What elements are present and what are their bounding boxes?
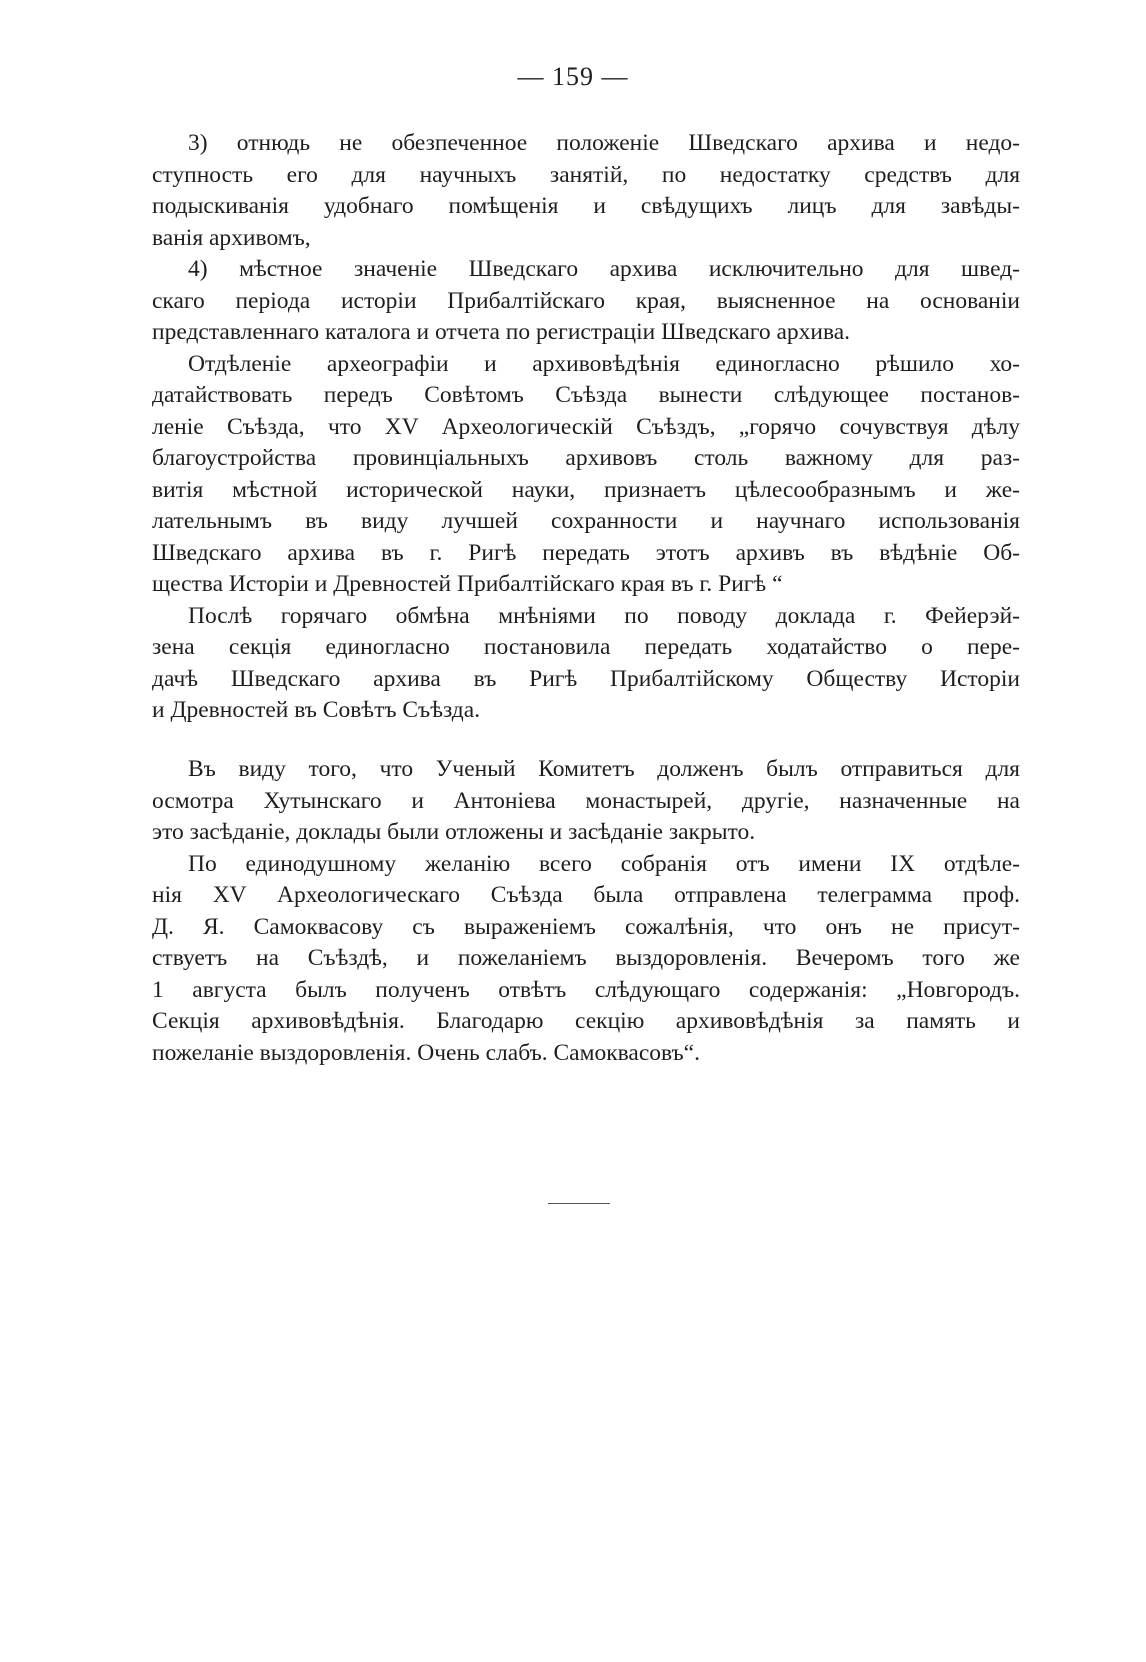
- text-line: ствуетъ на Съѣздѣ, и пожеланіемъ выздоровленія. Вечеромъ того же: [152, 945, 1020, 971]
- main-text-section-1: [152, 128, 1020, 727]
- text-line: лательнымъ въ виду лучшей сохранности и научнаго использованія: [152, 508, 1020, 534]
- text-line: дачѣ Шведскаго архива въ Ригѣ Прибалтійскому Обществу Исторіи: [152, 665, 1020, 692]
- text-line: и Древностей въ Совѣтъ Съѣзда.: [152, 697, 481, 723]
- text-line: Отдѣленіе археографіи и архивовѣдѣнія единогласно рѣшило хо-: [188, 350, 1020, 377]
- text-line: По единодушному желанію всего собранія отъ имени IX отдѣле-: [188, 850, 1020, 877]
- text-line: витія мѣстной исторической науки, признаетъ цѣлесообразнымъ и же-: [152, 476, 1020, 503]
- end-of-section-rule: [548, 1203, 610, 1204]
- page-number: — 159 —: [517, 62, 629, 91]
- text-line: представленнаго каталога и отчета по регистраціи Шведскаго архива.: [152, 319, 851, 345]
- text-line: леніе Съѣзда, что XV Археологическій Съѣздъ, „горячо сочувствуя дѣлу: [152, 413, 1020, 440]
- text-line: Въ виду того, что Ученый Комитетъ долженъ былъ отправиться для: [188, 756, 1020, 782]
- text-line: Секція архивовѣдѣнія. Благодарю секцію архивовѣдѣнія за память и: [152, 1008, 1020, 1034]
- text-line: благоустройства провинціальныхъ архивовъ столь важному для раз-: [152, 445, 1020, 471]
- text-line: 4) мѣстное значеніе Шведскаго архива исключительно для швед-: [188, 256, 1020, 282]
- text-line: зена секція единогласно постановила передать ходатайство о пере-: [152, 634, 1020, 660]
- text-line: это засѣданіе, доклады были отложены и засѣданіе закрыто.: [152, 819, 756, 845]
- text-line: Д. Я. Самоквасову съ выраженіемъ сожалѣнія, что онъ не присут-: [152, 913, 1020, 940]
- text-line: датайствовать передъ Совѣтомъ Съѣзда вынести слѣдующее постанов-: [152, 382, 1020, 408]
- text-line: пожеланіе выздоровленія. Очень слабъ. Самоквасовъ“.: [152, 1039, 700, 1066]
- text-line: нія XV Археологическаго Съѣзда была отправлена телеграмма проф.: [152, 882, 1020, 908]
- text-line: 1 августа былъ полученъ отвѣтъ слѣдующаго содержанія: „Новгородъ.: [152, 976, 1020, 1003]
- text-line: Послѣ горячаго обмѣна мнѣніями по поводу доклада г. Фейерэй-: [188, 602, 1020, 629]
- text-line: Шведскаго архива въ г. Ригѣ передать этотъ архивъ въ вѣдѣніе Об-: [152, 539, 1020, 566]
- text-line: 3) отнюдь не обезпеченное положеніе Шведскаго архива и недо-: [188, 130, 1020, 156]
- text-line: осмотра Хутынскаго и Антоніева монастырей, другіе, назначенные на: [152, 787, 1020, 814]
- text-line: ванія архивомъ,: [152, 224, 311, 251]
- text-line: скаго періода исторіи Прибалтійскаго края, выясненное на основаніи: [152, 287, 1020, 314]
- text-line: подыскиванія удобнаго помѣщенія и свѣдущихъ лицъ для завѣды-: [152, 193, 1020, 219]
- main-text-section-2: [152, 754, 1020, 1069]
- text-line: ступность его для научныхъ занятій, по недостатку средствъ для: [152, 161, 1020, 188]
- text-line: щества Исторіи и Древностей Прибалтійскаго края въ г. Ригѣ “: [152, 571, 783, 597]
